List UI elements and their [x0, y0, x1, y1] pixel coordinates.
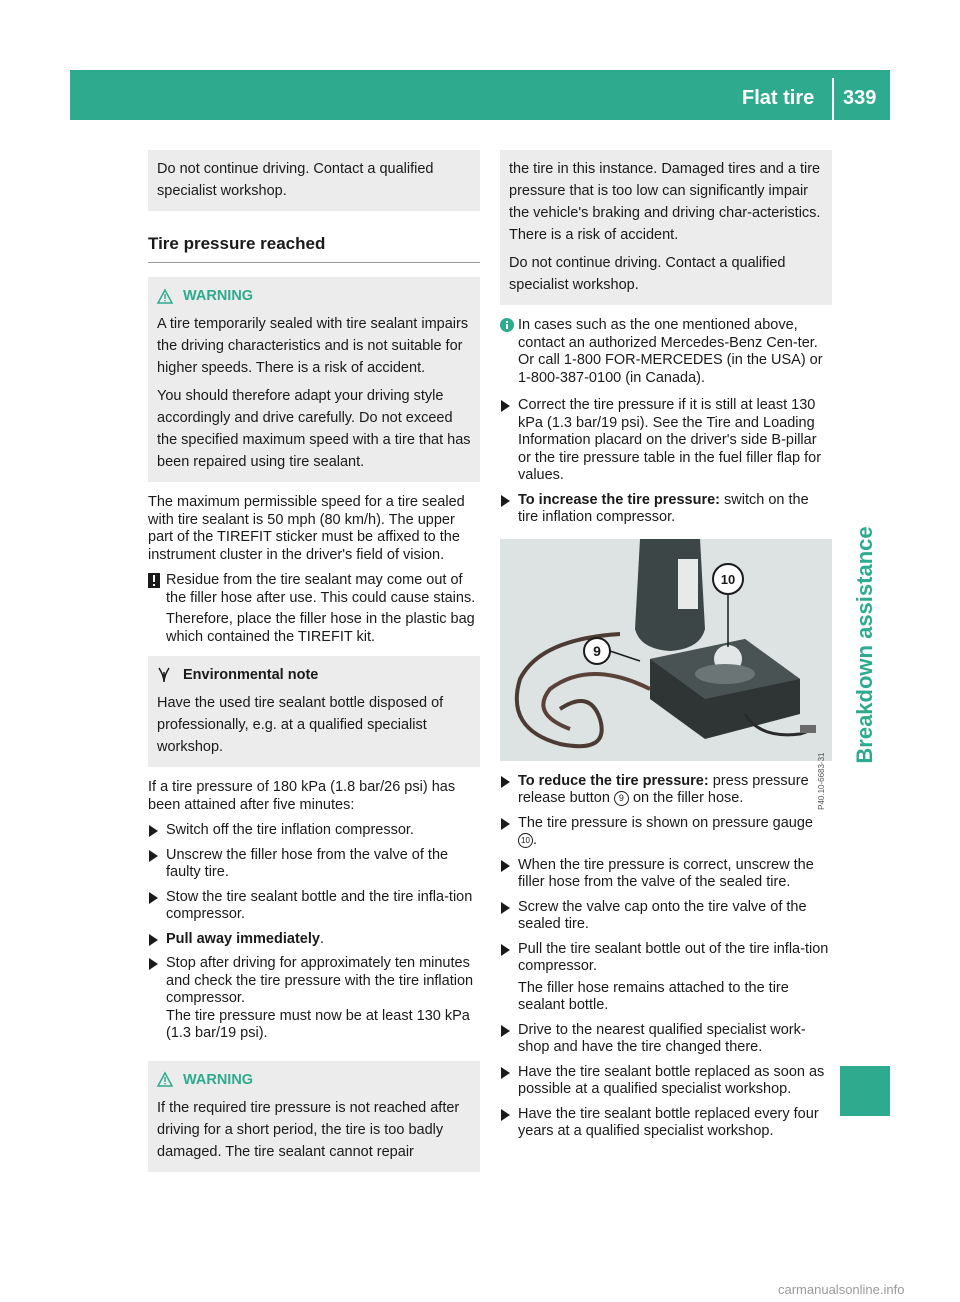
warning-triangle-icon: [157, 289, 173, 304]
instruction-step: Correct the tire pressure if it is still at least 130 kPa (1.3 bar/19 psi). See the Tire and Loading Information placard on the driver's side B-pillar or the tire pressure table in the fuel filler flap for values.: [500, 397, 832, 485]
tirefit-kit-illustration: [500, 539, 832, 761]
page-number: 339: [843, 87, 877, 109]
footer-watermark: carmanualsonline.info: [778, 1282, 905, 1297]
instruction-step: Drive to the nearest qualified specialist work-shop and have the tire changed there.: [500, 1022, 832, 1057]
paragraph: The maximum permissible speed for a tire sealed with tire sealant is 50 mph (80 km/h). The upper part of the TIREFIT sticker must be affixed to the instrument cluster in the driver's field of vision.: [148, 494, 465, 563]
instruction-step: To increase the tire pressure: switch on the tire inflation compressor.: [500, 492, 832, 527]
warning-triangle-icon: [157, 1072, 173, 1087]
lightbulb-icon: [157, 667, 171, 683]
step-arrow-icon: [501, 1067, 510, 1079]
info-text: In cases such as the one mentioned above, contact an authorized Mercedes-Benz Cen-ter. Or call 1-800 FOR-MERCEDES (in the USA) or 1-800-387-0100 (in Canada).: [518, 317, 823, 386]
callout-9-label: 9: [593, 642, 601, 659]
instruction-step: Switch off the tire inflation compressor.: [148, 822, 480, 840]
instruction-step: To reduce the tire pressure: press pressure release button 9 on the filler hose.: [500, 773, 832, 808]
callout-10-symbol: 10: [518, 833, 533, 848]
warning-text: A tire temporarily sealed with tire sealant impairs the driving characteristics and is not suitable for higher speeds. There is a risk of accident.: [157, 316, 469, 376]
instruction-step: Pull away immediately.: [148, 931, 480, 949]
info-icon: [500, 318, 514, 332]
right-column: [500, 150, 832, 1148]
instruction-step: Stop after driving for approximately ten minutes and check the tire pressure with the tire inflation compressor. The tire pressure must now be at least 130 kPa (1.3 bar/19 psi).: [148, 955, 480, 1043]
warning-text: Do not continue driving. Contact a qualified specialist workshop.: [509, 255, 786, 293]
header-divider: [832, 78, 834, 120]
step-arrow-icon: [149, 892, 158, 904]
step-arrow-icon: [501, 944, 510, 956]
warning-box: [148, 277, 480, 482]
instruction-step: Pull the tire sealant bottle out of the tire infla-tion compressor. The filler hose remains attached to the tire sealant bottle.: [500, 941, 832, 1015]
image-reference-code: P40.10-6683-31: [816, 752, 826, 810]
paragraph: If a tire pressure of 180 kPa (1.8 bar/26 psi) has been attained after five minutes:: [148, 779, 456, 813]
warning-box: [148, 1061, 480, 1172]
instruction-step: Have the tire sealant bottle replaced every four years at a qualified specialist workshop.: [500, 1106, 832, 1141]
warning-text: If the required tire pressure is not reached after driving for a short period, the tire is too badly damaged. The tire sealant cannot repair: [157, 1099, 460, 1160]
instruction-step: Have the tire sealant bottle replaced as soon as possible at a qualified specialist workshop.: [500, 1064, 832, 1099]
caution-note: [148, 572, 480, 646]
step-arrow-icon: [501, 776, 510, 788]
step-arrow-icon: [149, 850, 158, 862]
exclamation-icon: [148, 573, 160, 588]
chapter-tab-label: Breakdown assistance: [852, 526, 877, 764]
step-arrow-icon: [501, 818, 510, 830]
environmental-note-text: Have the used tire sealant bottle disposed of professionally, e.g. at a qualified specialist workshop.: [157, 695, 444, 755]
warning-text: the tire in this instance. Damaged tires and a tire pressure that is too low can significantly impair the vehicle's braking and driving char-acteristics. There is a risk of accident.: [509, 161, 821, 243]
instruction-step: Unscrew the filler hose from the valve of the faulty tire.: [148, 847, 480, 882]
step-arrow-icon: [149, 825, 158, 837]
instruction-step: Screw the valve cap onto the tire valve of the sealed tire.: [500, 899, 832, 934]
environmental-note-label: Environmental note: [183, 667, 319, 683]
instruction-step: The tire pressure is shown on pressure gauge 10 .: [500, 815, 832, 850]
callout-10-label: 10: [720, 571, 736, 587]
step-arrow-icon: [149, 958, 158, 970]
info-note: [500, 317, 832, 387]
continued-warning-box: [148, 150, 480, 211]
step-arrow-icon: [501, 902, 510, 914]
warning-text: You should therefore adapt your driving style accordingly and drive carefully. Do not exceed the specified maximum speed with a tire that has been repaired using tire sealant.: [157, 388, 471, 470]
chapter-tab-marker: [840, 1066, 890, 1116]
left-column: [148, 150, 480, 1184]
instruction-step: Stow the tire sealant bottle and the tire infla-tion compressor.: [148, 889, 480, 924]
instruction-step: When the tire pressure is correct, unscrew the filler hose from the valve of the sealed tire.: [500, 857, 832, 892]
callout-9-symbol: 9: [614, 791, 629, 806]
step-arrow-icon: [501, 1109, 510, 1121]
warning-continued-text: Do not continue driving. Contact a qualified specialist workshop.: [157, 161, 434, 199]
warning-label: WARNING: [183, 288, 254, 304]
caution-text: Residue from the tire sealant may come out of the filler hose after use. This could cause stains.: [166, 572, 476, 606]
step-arrow-icon: [501, 495, 510, 507]
step-arrow-icon: [501, 860, 510, 872]
warning-box-continued: [500, 150, 832, 305]
section-heading: Tire pressure reached: [148, 233, 480, 263]
step-arrow-icon: [149, 934, 158, 946]
step-arrow-icon: [501, 1025, 510, 1037]
step-arrow-icon: [501, 400, 510, 412]
section-title: Flat tire: [742, 87, 815, 109]
caution-text: Therefore, place the filler hose in the plastic bag which contained the TIREFIT kit.: [166, 611, 475, 645]
environmental-note-box: [148, 656, 480, 767]
warning-label: WARNING: [183, 1071, 254, 1088]
